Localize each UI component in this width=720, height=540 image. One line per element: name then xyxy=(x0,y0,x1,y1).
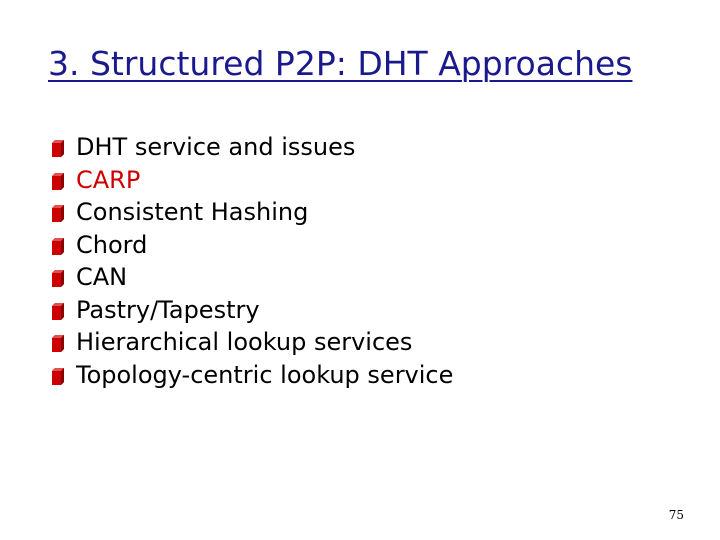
box-bullet-icon xyxy=(50,235,66,255)
box-bullet-icon xyxy=(50,137,66,157)
bullet-item xyxy=(50,196,453,229)
bullet-text: Chord xyxy=(76,230,148,259)
slide-title: 3. Structured P2P: DHT Approaches xyxy=(48,44,633,83)
box-bullet-icon xyxy=(50,365,66,385)
bullet-text: Topology-centric lookup service xyxy=(76,360,454,389)
bullet-text: Hierarchical lookup services xyxy=(76,328,413,357)
bullet-text: CAN xyxy=(76,263,128,292)
bullet-item xyxy=(50,229,453,262)
bullet-item xyxy=(50,326,453,359)
bullet-item xyxy=(50,261,453,294)
box-bullet-icon xyxy=(50,300,66,320)
box-bullet-icon xyxy=(50,267,66,287)
box-bullet-icon xyxy=(50,170,66,190)
bullet-text: Pastry/Tapestry xyxy=(76,295,260,324)
bullet-list xyxy=(50,131,453,391)
bullet-item xyxy=(50,294,453,327)
bullet-text: Consistent Hashing xyxy=(76,198,309,227)
bullet-text: DHT service and issues xyxy=(76,133,356,162)
bullet-item xyxy=(50,131,453,164)
bullet-text: CARP xyxy=(76,165,141,194)
bullet-item xyxy=(50,359,453,392)
box-bullet-icon xyxy=(50,202,66,222)
box-bullet-icon xyxy=(50,332,66,352)
bullet-item xyxy=(50,164,453,197)
page-number: 75 xyxy=(668,508,684,522)
